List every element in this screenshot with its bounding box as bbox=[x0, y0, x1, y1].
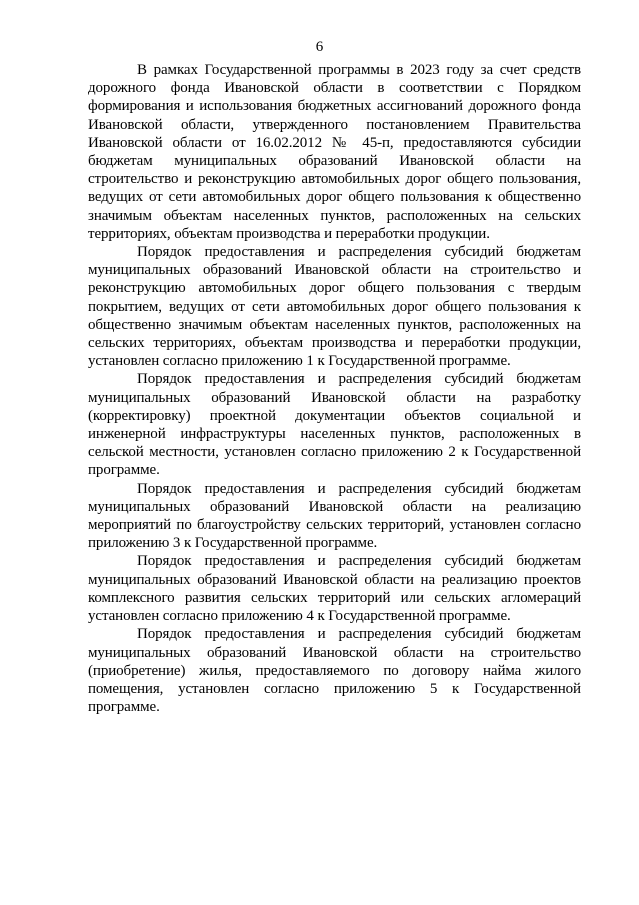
paragraph-appendix-2: Порядок предоставления и распределения субсидий бюджетам муниципальных образований Ивановской области на разработку (корректировку) проектной документации объектов социальной и инженерной инфраструктуры населенных пунктов, расположенных в сельской местности, установлен согласно приложению 2 к Государственной программе. bbox=[88, 371, 581, 479]
paragraph-appendix-1: Порядок предоставления и распределения субсидий бюджетам муниципальных образований Ивановской области на строительство и реконструкцию автомобильных дорог общего пользования с твердым покрытием, ведущих от сети автомобильных дорог общего пользования к общественно значимым объектам населенных пунктов, расположенных на сельских территориях, объектам производства и переработки продукции, установлен согласно приложению 1 к Государственной программе. bbox=[88, 244, 581, 370]
document-body bbox=[88, 61, 581, 716]
paragraph-road-fund: В рамках Государственной программы в 2023 году за счет средств дорожного фонда Ивановской области в соответствии с Порядком формирования и использования бюджетных ассигнований дорожного фонда Ивановской области, утвержденного постановлением Правительства Ивановской области от 16.02.2012 № 45-п, предоставляются субсидии бюджетам муниципальных образований Ивановской области на строительство и реконструкцию автомобильных дорог общего пользования, ведущих от сети автомобильных дорог общего пользования к общественно значимым объектам населенных пунктов, расположенных на сельских территориях, объектам производства и переработки продукции. bbox=[88, 62, 581, 242]
paragraph-appendix-3: Порядок предоставления и распределения субсидий бюджетам муниципальных образований Ивановской области на реализацию мероприятий по благоустройству сельских территорий, установлен согласно приложению 3 к Государственной программе. bbox=[88, 480, 581, 552]
paragraph-appendix-5: Порядок предоставления и распределения субсидий бюджетам муниципальных образований Ивановской области на строительство (приобретение) жилья, предоставляемого по договору найма жилого помещения, установлен согласно приложению 5 к Государственной программе. bbox=[88, 626, 581, 716]
paragraph-appendix-4: Порядок предоставления и распределения субсидий бюджетам муниципальных образований Ивановской области на реализацию проектов комплексного развития сельских территорий или сельских агломераций установлен согласно приложению 4 к Государственной программе. bbox=[88, 553, 581, 625]
page-number: 6 bbox=[315, 39, 324, 55]
